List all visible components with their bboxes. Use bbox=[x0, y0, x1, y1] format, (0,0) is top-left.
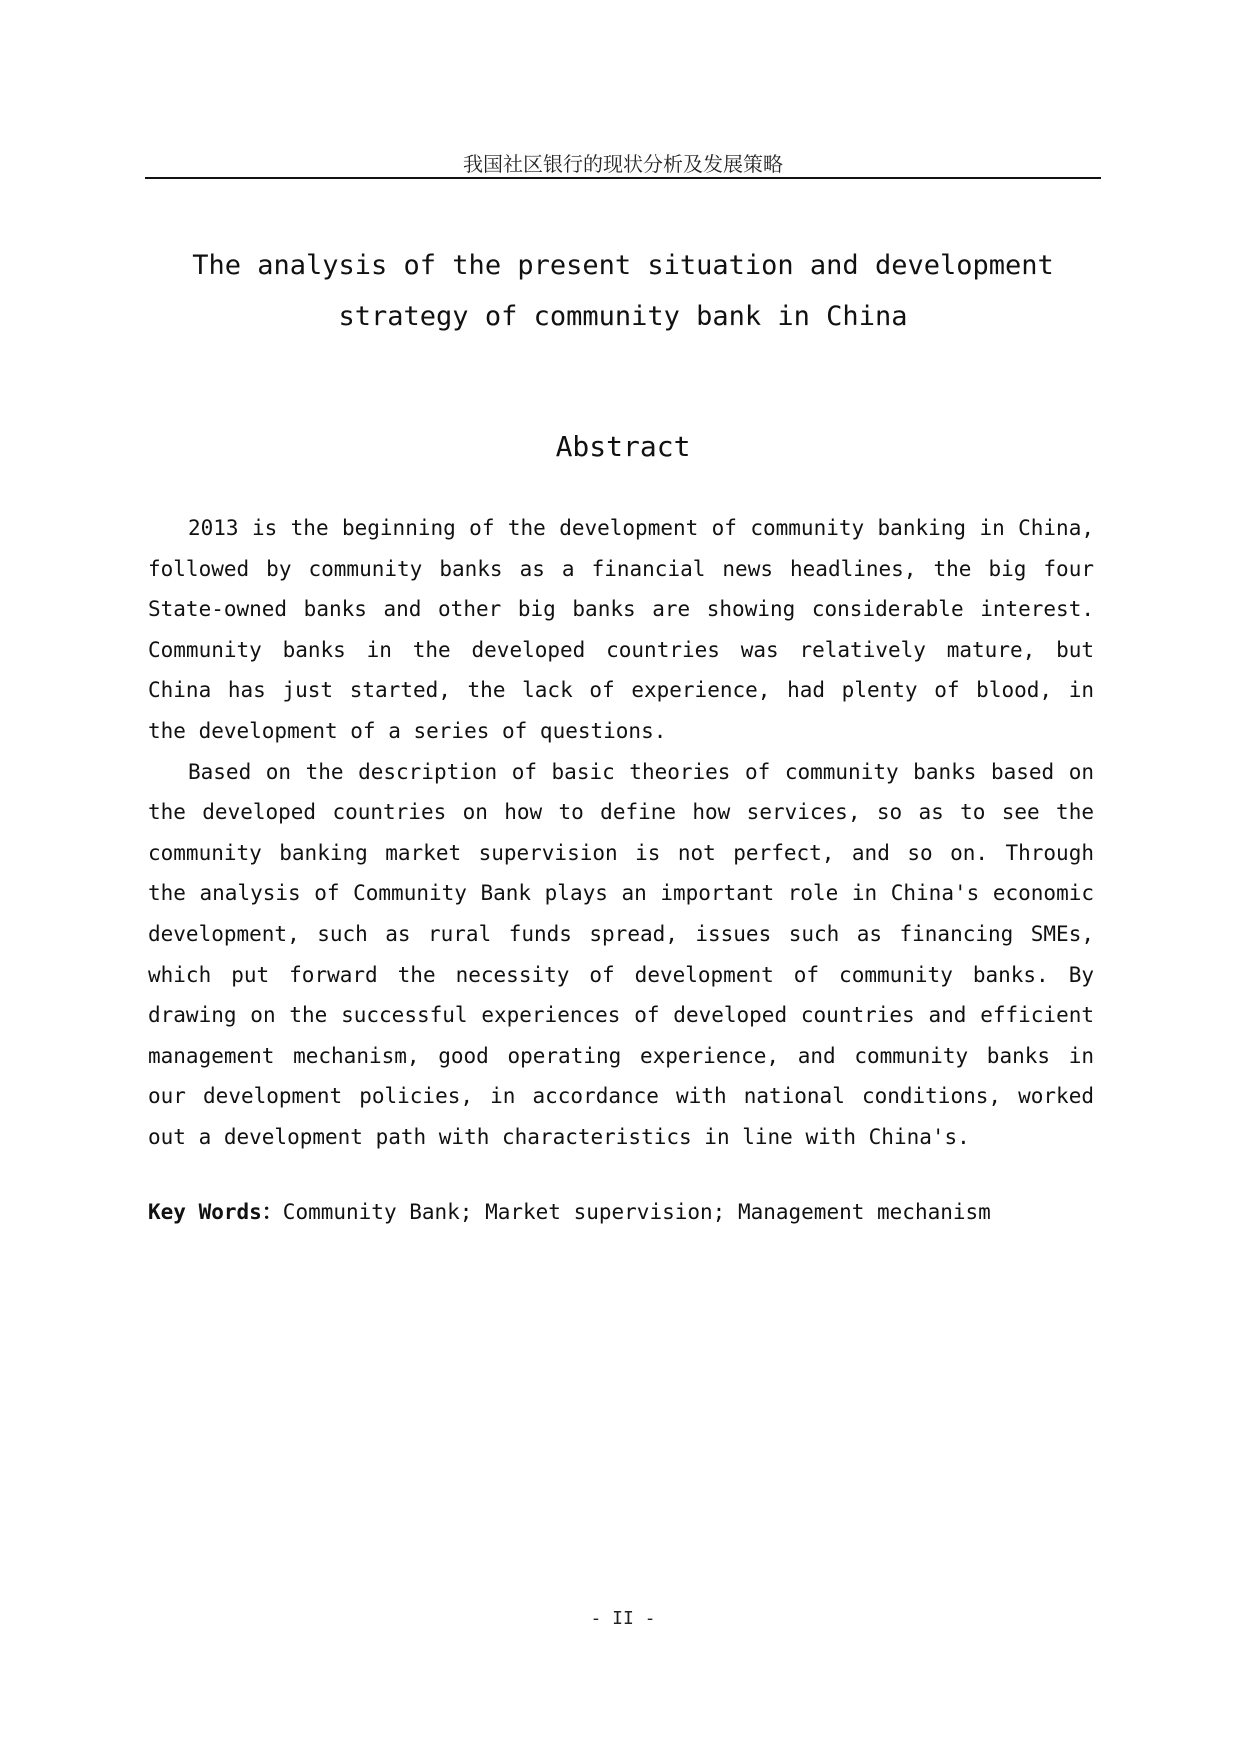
page-number: - II - bbox=[590, 1608, 656, 1629]
paper-title bbox=[145, 240, 1101, 342]
abstract-body bbox=[148, 508, 1094, 1158]
paper-title-line-2: strategy of community bank in China bbox=[338, 301, 908, 332]
keywords-text: Community Bank; Market supervision; Management mechanism bbox=[282, 1200, 991, 1224]
header-divider bbox=[145, 177, 1101, 179]
abstract-paragraph-2: Based on the description of basic theories of community banks based on the developed countries on how to define how services, so as to see the community banking market supervision is not perfect, and so on. Through the analysis of Community Bank plays an important role in China's economic development, such as rural funds spread, issues such as financing SMEs, which put forward the necessity of development of community banks. By drawing on the successful experiences of developed countries and efficient management mechanism, good operating experience, and community banks in our development policies, in accordance with national conditions, worked out a development path with characteristics in line with China's. bbox=[148, 759, 1094, 1149]
keywords-label: Key Words： bbox=[148, 1200, 283, 1224]
abstract-paragraph-1: 2013 is the beginning of the development of community banking in China, followed by community banks as a financial news headlines, the big four State-owned banks and other big banks are showing considerable interest. Community banks in the developed countries was relatively mature, but China has just started, the lack of experience, had plenty of blood, in the development of a series of questions. bbox=[148, 516, 1094, 743]
paper-title-line-1: The analysis of the present situation and development bbox=[192, 250, 1054, 281]
keywords-line bbox=[148, 1196, 1094, 1226]
running-header: 我国社区银行的现状分析及发展策略 bbox=[463, 152, 783, 176]
abstract-heading: Abstract bbox=[555, 430, 691, 463]
